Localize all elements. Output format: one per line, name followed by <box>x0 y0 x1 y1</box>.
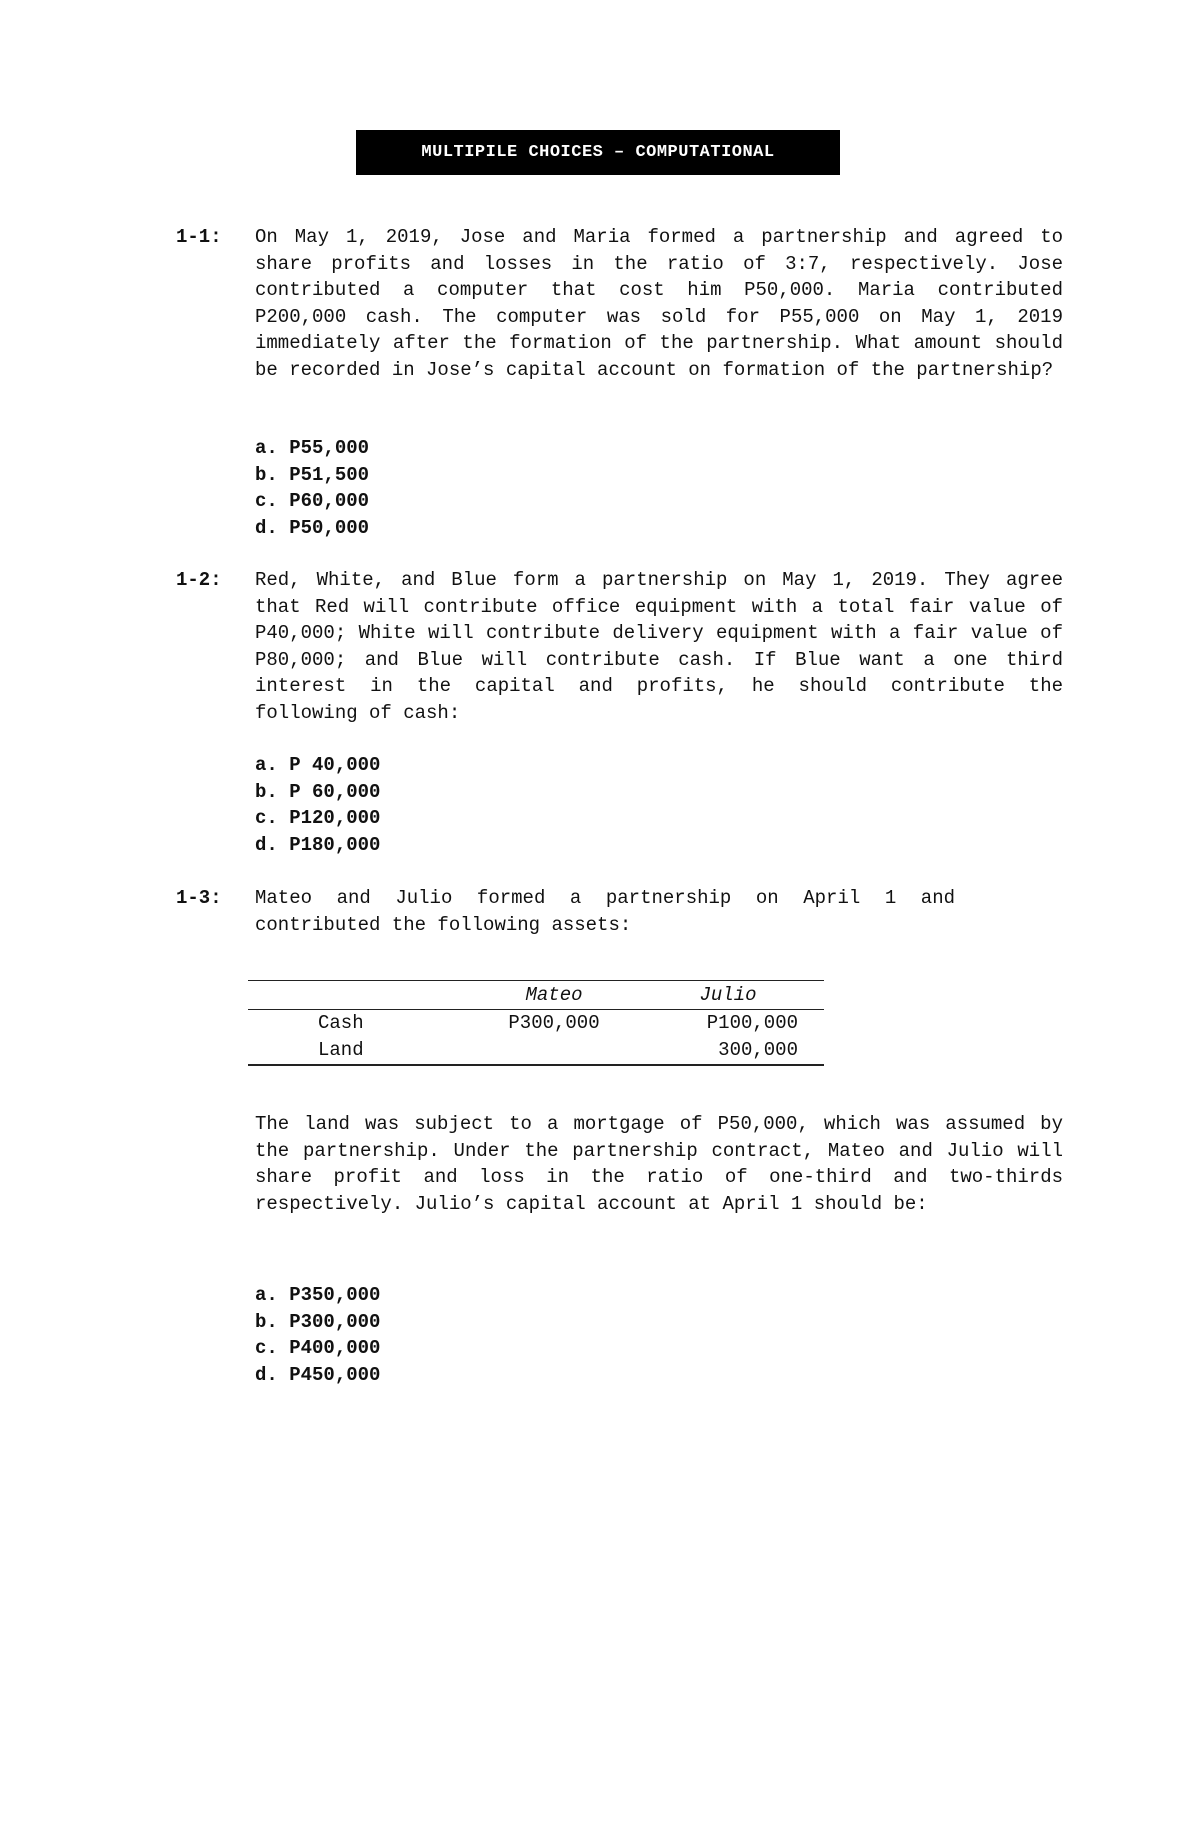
header-mateo: Mateo <box>525 984 583 1006</box>
option-b[interactable]: b. P 60,000 <box>255 780 381 803</box>
option-a[interactable]: a. P 40,000 <box>255 754 381 776</box>
julio-value: 300,000 <box>718 1039 798 1061</box>
section-banner: MULTIPILE CHOICES – COMPUTATIONAL <box>356 130 840 175</box>
table-header <box>248 981 824 1010</box>
option-d[interactable]: d. P450,000 <box>255 1363 381 1386</box>
table-row <box>248 1010 824 1037</box>
header-julio: Julio <box>699 984 757 1006</box>
question-number: 1-2: <box>176 569 222 591</box>
option-d[interactable]: d. P180,000 <box>255 833 381 856</box>
mateo-value: P300,000 <box>508 1012 600 1034</box>
option-c[interactable]: c. P120,000 <box>255 807 381 830</box>
answer-options <box>255 1282 380 1388</box>
option-d[interactable]: d. P50,000 <box>255 516 370 539</box>
table-row <box>248 1037 824 1064</box>
option-b[interactable]: b. P300,000 <box>255 1310 381 1333</box>
answer-options <box>255 435 369 541</box>
option-a[interactable]: a. P350,000 <box>255 1284 381 1306</box>
question-number: 1-1: <box>176 226 222 248</box>
row-label: Cash <box>318 1012 364 1034</box>
row-label: Land <box>318 1039 364 1061</box>
option-c[interactable]: c. P400,000 <box>255 1337 381 1360</box>
question-text: On May 1, 2019, Jose and Maria formed a partnership and agreed to share profits and losses in the ratio of 3:7, respectively. Jose contributed a computer that cost him P50,000. Maria contributed P200,000 cash. The computer was sold for P55,000 on May 1, 2019 immediately after the formation of the partnership. What amount should be recorded in Jose’s capital account on formation of the partnership? <box>255 226 1063 381</box>
answer-options <box>255 752 380 858</box>
question-text: Red, White, and Blue form a partnership on May 1, 2019. They agree that Red will contribute office equipment with a total fair value of P40,000; White will contribute delivery equipment with a fair value of P80,000; and Blue will contribute cash. If Blue want a one third interest in the capital and profits, he should contribute the following of cash: <box>255 569 1063 724</box>
option-c[interactable]: c. P60,000 <box>255 490 370 513</box>
question-text-continued: The land was subject to a mortgage of P50,000, which was assumed by the partnership. Under the partnership contract, Mateo and Julio will share profit and loss in the ratio of one-third and two-thirds respectively. Julio’s capital account at April 1 should be: <box>255 1113 1063 1215</box>
option-b[interactable]: b. P51,500 <box>255 463 370 486</box>
julio-value: P100,000 <box>706 1012 798 1034</box>
option-a[interactable]: a. P55,000 <box>255 437 370 459</box>
assets-table <box>248 980 824 1066</box>
question-text: Mateo and Julio formed a partnership on April 1 and contributed the following assets: <box>255 887 955 936</box>
question-number: 1-3: <box>176 887 222 909</box>
